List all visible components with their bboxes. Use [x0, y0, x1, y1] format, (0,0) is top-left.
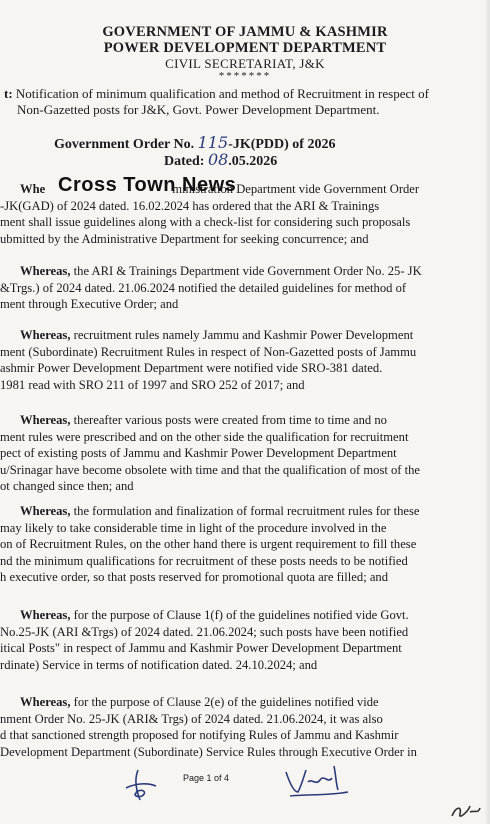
paragraph-7-line-4: Development Department (Subordinate) Service Rules through Executive Order in: [0, 744, 417, 759]
paragraph-7-line-1: [0, 694, 490, 711]
whereas-word: Whereas,: [20, 413, 71, 427]
paragraph-2-line-3: ment through Executive Order; and: [0, 297, 179, 312]
paragraph-7-line-2: nment Order No. 25-JK (ARI& Trgs) of 2024 dated. 21.06.2024, it was also: [0, 711, 383, 726]
dated-handwritten: 08: [207, 150, 229, 169]
paragraph-2-line-2: &Trgs.) of 2024 dated. 21.06.2024 notified the detailed guidelines for method of: [0, 280, 407, 295]
order-suffix: -JK(PDD) of 2026: [228, 137, 336, 152]
paragraph-5-line-4: nd the minimum qualifications for recruitment of these posts needs to be notified: [0, 553, 408, 568]
order-date-line: [164, 150, 277, 170]
paragraph-1-line-3: ment shall issue guidelines along with a check-list for considering such proposals: [0, 215, 411, 230]
whereas-word: Whereas,: [20, 328, 71, 342]
paragraph-5-line-5: h executive order, so that posts reserved for promotional quota are filled; and: [0, 570, 389, 585]
paragraph-6-line-3: itical Posts" in respect of Jammu and Kashmir Power Development Department: [0, 641, 402, 656]
paragraph-line-text: thereafter various posts were created from time to time and no: [70, 413, 387, 427]
paragraph-1-line-2: -JK(GAD) of 2024 dated. 16.02.2024 has ordered that the ARI & Trainings: [0, 198, 380, 213]
paragraph-4-line-3: pect of existing posts of Jammu and Kashmir Power Development Department: [0, 446, 397, 461]
paragraph-line-text: the ARI & Trainings Department vide Government Order No. 25- JK: [70, 264, 422, 278]
paragraph-1: Whe ministration Department vide Government Order -JK(GAD) of 2024 dated. 16.02.2024 has ordered that the ARI & Trainings ment shall issue guidelines along with a check-list for considering such proposals ubmitted by the Administrative Department for seeking concurrence; and: [0, 181, 490, 247]
dated-suffix: .05.2026: [228, 154, 278, 169]
paragraph-5-line-2: may likely to take considerable time in light of the procedure involved in the: [0, 520, 387, 535]
paragraph-3-line-3: ashmir Power Development Department were notified vide SRO-381 dated.: [0, 361, 383, 376]
paragraph-4-line-2: ment rules were prescribed and on the other side the qualification for recruitment: [0, 429, 409, 444]
header-secretariat: CIVIL SECRETARIAT, J&K: [165, 56, 325, 71]
whereas-word: Whe: [20, 182, 46, 196]
subject-block: [4, 86, 490, 117]
paragraph-3-line-4: 1981 read with SRO 211 of 1997 and SRO 252 of 2017; and: [0, 377, 305, 392]
paragraph-6-line-2: No.25-JK (ARI &Trgs) of 2024 dated. 21.06.2024; such posts have been notified: [0, 624, 409, 639]
paragraph-3-line-2: ment (Subordinate) Recruitment Rules in respect of Non-Gazetted posts of Jammu: [0, 344, 417, 359]
subject-label: t:: [4, 86, 13, 101]
order-number-handwritten: 115: [197, 133, 229, 152]
page-edge-shadow: [484, 0, 490, 824]
subject-line-2: Non-Gazetted posts for J&K, Govt. Power Development Department.: [17, 101, 380, 117]
header-government: GOVERNMENT OF JAMMU & KASHMIR: [102, 24, 388, 40]
paragraph-line-text: for the purpose of Clause 2(e) of the guidelines notified vide: [70, 695, 379, 709]
paragraph-5-line-1: [0, 503, 490, 520]
paragraph-3-line-1: [0, 327, 490, 344]
paragraph-3: [0, 327, 490, 393]
corner-mark-image: [448, 800, 484, 822]
paragraph-6-line-4: rdinate) Service in terms of notification dated. 24.10.2024; and: [0, 657, 318, 672]
order-prefix: Government Order No.: [54, 137, 195, 152]
paragraph-1-line-4: ubmitted by the Administrative Department for seeking concurrence; and: [0, 231, 369, 246]
subject-line-1: Notification of minimum qualification and method of Recruitment in respect of: [15, 86, 429, 101]
paragraph-6-line-1: [0, 607, 490, 624]
paragraph-2: [0, 263, 490, 313]
paragraph-4-line-5: ot changed since then; and: [0, 479, 134, 494]
page-number: Page 1 of 4: [183, 773, 230, 783]
paragraph-4: [0, 412, 490, 495]
right-signature-image: [282, 762, 354, 802]
paragraph-line-text: the formulation and finalization of formal recruitment rules for these: [70, 504, 420, 518]
paragraph-7-line-3: d that sanctioned strength proposed for notifying Rules of Jammu and Kashmir: [0, 728, 399, 743]
paragraph-line-text: recruitment rules namely Jammu and Kashmir Power Development: [70, 328, 414, 342]
left-signature-image: [116, 766, 166, 806]
header-department: POWER DEVELOPMENT DEPARTMENT: [103, 40, 387, 56]
dated-label: Dated:: [164, 154, 205, 169]
paragraph-4-line-1: [0, 412, 490, 429]
paragraph-7: [0, 694, 490, 760]
whereas-word: Whereas,: [20, 695, 71, 709]
paragraph-4-line-4: u/Srinagar have become obsolete with time and that the qualification of most of the: [0, 462, 421, 477]
paragraph-5-line-3: on of Recruitment Rules, on the other hand there is urgent requirement to fill these: [0, 537, 417, 552]
paragraph-line-text: for the purpose of Clause 1(f) of the guidelines notified vide Govt.: [70, 608, 409, 622]
paragraph-6: [0, 607, 490, 673]
whereas-word: Whereas,: [20, 504, 71, 518]
header-stars: *******: [218, 70, 272, 82]
paragraph-2-line-1: [0, 263, 490, 280]
whereas-word: Whereas,: [20, 264, 71, 278]
paragraph-5: [0, 503, 490, 586]
watermark-text: Cross Town News: [58, 174, 237, 196]
whereas-word: Whereas,: [20, 608, 71, 622]
